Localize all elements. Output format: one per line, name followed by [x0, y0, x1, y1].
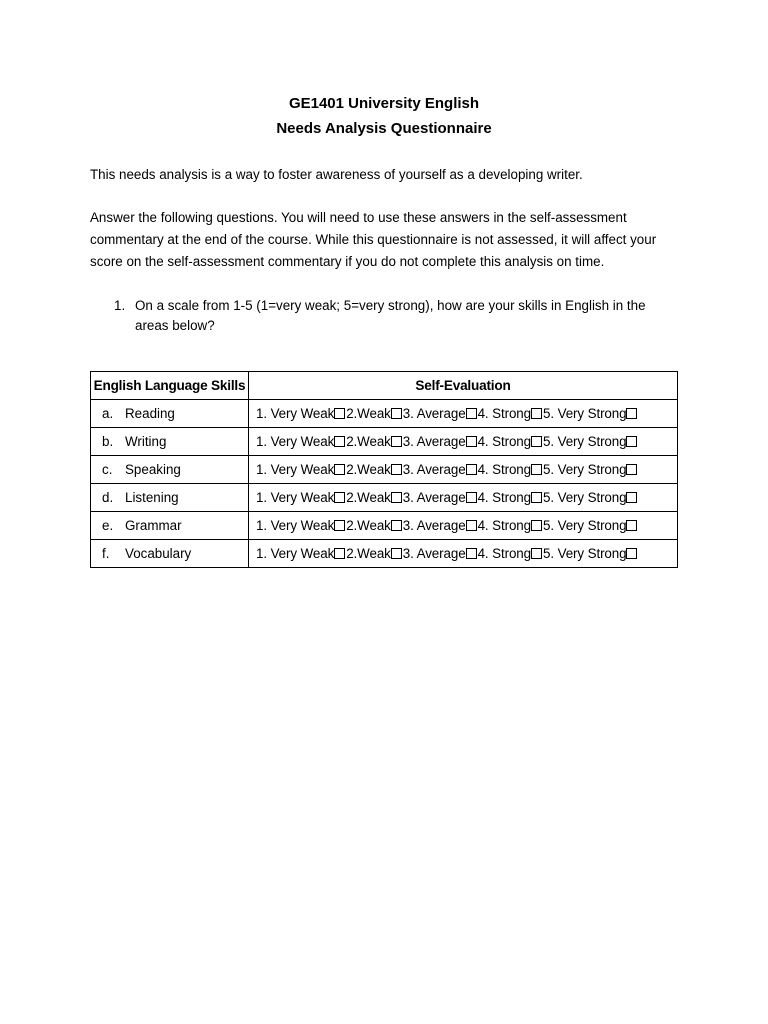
rating-checkbox[interactable] [626, 492, 637, 503]
rating-checkbox[interactable] [334, 548, 345, 559]
rating-checkbox[interactable] [391, 464, 402, 475]
rating-option-label: 3. Average [402, 546, 466, 561]
rating-option-label: 5. Very Strong [543, 434, 627, 449]
rating-checkbox[interactable] [531, 464, 542, 475]
rating-checkbox[interactable] [626, 408, 637, 419]
rating-option-label: 3. Average [402, 434, 466, 449]
rating-checkbox[interactable] [531, 520, 542, 531]
rating-checkbox[interactable] [531, 492, 542, 503]
rating-checkbox[interactable] [626, 520, 637, 531]
skill-letter: c. [102, 462, 113, 477]
rating-option-label: 4. Strong [477, 518, 532, 533]
rating-option-label: 2.Weak [346, 434, 391, 449]
skill-letter: b. [102, 434, 114, 449]
rating-checkbox[interactable] [531, 548, 542, 559]
skill-name: Reading [125, 406, 175, 421]
self-evaluation-cell [249, 540, 678, 568]
skill-name: Writing [125, 434, 167, 449]
table-row [91, 456, 678, 484]
rating-checkbox[interactable] [626, 464, 637, 475]
skill-letter: d. [102, 490, 114, 505]
rating-checkbox[interactable] [391, 548, 402, 559]
skill-letter: f. [102, 546, 110, 561]
rating-option-label: 1. Very Weak [256, 462, 335, 477]
rating-checkbox[interactable] [334, 492, 345, 503]
rating-option-label: 1. Very Weak [256, 434, 335, 449]
skill-cell [91, 540, 249, 568]
rating-checkbox[interactable] [626, 548, 637, 559]
rating-checkbox[interactable] [391, 520, 402, 531]
rating-option-label: 4. Strong [477, 462, 532, 477]
course-title: GE1401 University English [288, 95, 480, 112]
rating-checkbox[interactable] [466, 408, 477, 419]
table-row [91, 540, 678, 568]
skill-cell [91, 456, 249, 484]
rating-option-label: 4. Strong [477, 406, 532, 421]
self-evaluation-cell [249, 428, 678, 456]
skill-name: Speaking [125, 462, 181, 477]
rating-option-label: 2.Weak [346, 490, 391, 505]
self-evaluation-cell [249, 400, 678, 428]
rating-option-label: 2.Weak [346, 462, 391, 477]
rating-option-label: 1. Very Weak [256, 490, 335, 505]
rating-checkbox[interactable] [466, 464, 477, 475]
rating-option-label: 2.Weak [346, 546, 391, 561]
skills-table-body [91, 400, 678, 568]
skill-cell [91, 512, 249, 540]
column-header-skills: English Language Skills [91, 372, 249, 400]
skill-cell [91, 400, 249, 428]
rating-option-label: 3. Average [402, 518, 466, 533]
rating-checkbox[interactable] [531, 408, 542, 419]
rating-checkbox[interactable] [466, 436, 477, 447]
rating-option-label: 2.Weak [346, 406, 391, 421]
rating-option-label: 5. Very Strong [543, 490, 627, 505]
table-row [91, 428, 678, 456]
rating-option-label: 4. Strong [477, 490, 532, 505]
skill-cell [91, 484, 249, 512]
table-row [91, 484, 678, 512]
rating-option-label: 3. Average [402, 490, 466, 505]
rating-checkbox[interactable] [466, 548, 477, 559]
rating-checkbox[interactable] [334, 436, 345, 447]
rating-option-label: 1. Very Weak [256, 546, 335, 561]
rating-checkbox[interactable] [531, 436, 542, 447]
rating-checkbox[interactable] [466, 492, 477, 503]
rating-option-label: 3. Average [402, 462, 466, 477]
skills-table [90, 371, 678, 568]
rating-option-label: 5. Very Strong [543, 518, 627, 533]
rating-checkbox[interactable] [334, 520, 345, 531]
rating-option-label: 3. Average [402, 406, 466, 421]
table-row [91, 400, 678, 428]
rating-option-label: 5. Very Strong [543, 546, 627, 561]
rating-option-label: 4. Strong [477, 434, 532, 449]
rating-option-label: 1. Very Weak [256, 406, 335, 421]
rating-checkbox[interactable] [391, 436, 402, 447]
rating-option-label: 1. Very Weak [256, 518, 335, 533]
skill-name: Vocabulary [125, 546, 192, 561]
rating-option-label: 5. Very Strong [543, 462, 627, 477]
skill-cell [91, 428, 249, 456]
rating-option-label: 2.Weak [346, 518, 391, 533]
table-header-row [91, 372, 678, 400]
table-row [91, 512, 678, 540]
rating-checkbox[interactable] [334, 408, 345, 419]
self-evaluation-cell [249, 484, 678, 512]
intro-paragraph-1: This needs analysis is a way to foster awareness of yourself as a developing writer. [90, 167, 583, 182]
skill-name: Grammar [125, 518, 182, 533]
question-text: On a scale from 1-5 (1=very weak; 5=very strong), how are your skills in English in the areas below? [135, 298, 646, 333]
document-title: Needs Analysis Questionnaire [276, 120, 492, 137]
skill-name: Listening [125, 490, 179, 505]
column-header-self-evaluation: Self-Evaluation [249, 372, 678, 400]
rating-checkbox[interactable] [334, 464, 345, 475]
question-number: 1. [114, 298, 126, 313]
rating-checkbox[interactable] [391, 408, 402, 419]
intro-paragraph-2: Answer the following questions. You will need to use these answers in the self-assessment commentary at the end of the course. While this questionnaire is not assessed, it will affect your score on the self-assessment commentary if you do not complete this analysis on time. [90, 210, 657, 269]
self-evaluation-cell [249, 512, 678, 540]
self-evaluation-cell [249, 456, 678, 484]
skill-letter: e. [102, 518, 114, 533]
rating-checkbox[interactable] [626, 436, 637, 447]
rating-option-label: 5. Very Strong [543, 406, 627, 421]
skill-letter: a. [102, 406, 114, 421]
rating-checkbox[interactable] [391, 492, 402, 503]
rating-option-label: 4. Strong [477, 546, 532, 561]
rating-checkbox[interactable] [466, 520, 477, 531]
